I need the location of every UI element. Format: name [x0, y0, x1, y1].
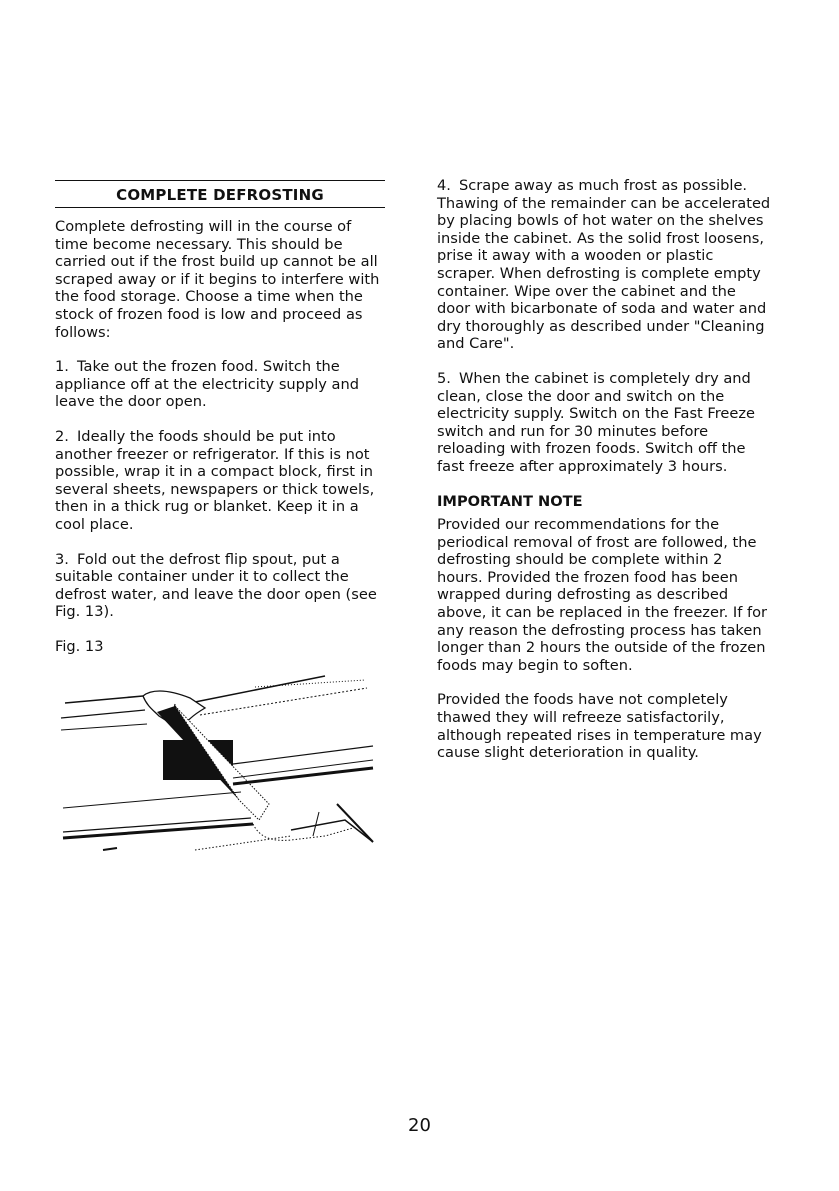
- step-number: 4.: [437, 177, 451, 194]
- step-number: 1.: [55, 358, 69, 376]
- step-number: 2.: [55, 427, 69, 445]
- note-paragraph-1: Provided our recommendations for the periodical removal of frost are followed, the defrosting should be complete within 2 hours. Provided the frozen food has been wrapped during defrosting as described above, it can be replaced in the freezer. If for any reason the defrosting process has taken longer than 2 hours the outside of the frozen foods may begin to soften.: [437, 516, 768, 674]
- intro-paragraph: Complete defrosting will in the course of time become necessary. This should be carried out if the frost build up cannot be all scraped away or if it begins to interfere with the food storage. Choose a time when the stock of frozen food is low and proceed as follows:: [55, 218, 380, 341]
- heading-bottom-rule: [55, 207, 385, 208]
- step-text: When the cabinet is completely dry and clean, close the door and switch on the electricity supply. Switch on the Fast Freeze switch and run for 30 minutes before reloading with frozen foods. Switch off the fast freeze after approximately 3 hours.: [437, 369, 756, 475]
- step-2: [55, 428, 385, 534]
- note-paragraph-2: Provided the foods have not completely thawed they will refreeze satisfactorily, although repeated rises in temperature may cause slight deterioration in quality.: [437, 691, 762, 762]
- step-text: Fold out the defrost flip spout, put a suitable container under it to collect the defrost water, and leave the door open (see Fig. 13).: [55, 550, 377, 621]
- step-text: Ideally the foods should be put into another freezer or refrigerator. If this is not possible, wrap it in a compact block, first in several sheets, newspapers or thick towels, then in a thick rug or blanket. Keep it in a cool place.: [55, 427, 375, 533]
- step-number: 3.: [55, 550, 69, 568]
- right-column: [437, 177, 772, 762]
- step-text: Scrape away as much frost as possible. Thawing of the remainder can be accelerated by placing bowls of hot water on the shelves inside the cabinet. As the solid frost loosens, prise it away with a wooden or plastic scraper. When defrosting is complete empty container. Wipe over the cabinet and the door with bicarbonate of soda and water and dry thoroughly as described under "Cleaning and Care".: [437, 177, 771, 353]
- step-text: Take out the frozen food. Switch the appliance off at the electricity supply and leave the door open.: [55, 358, 359, 411]
- section-heading: COMPLETE DEFROSTING: [116, 186, 324, 204]
- page-number: 20: [408, 1115, 431, 1136]
- step-number: 5.: [437, 369, 451, 387]
- step-5: [437, 370, 772, 476]
- step-3: [55, 551, 385, 621]
- note-heading: IMPORTANT NOTE: [437, 492, 583, 510]
- step-1: [55, 358, 385, 411]
- left-column: [55, 180, 385, 655]
- step-4: [437, 177, 772, 353]
- figure-label: Fig. 13: [55, 637, 104, 655]
- defrost-spout-illustration: [55, 660, 385, 860]
